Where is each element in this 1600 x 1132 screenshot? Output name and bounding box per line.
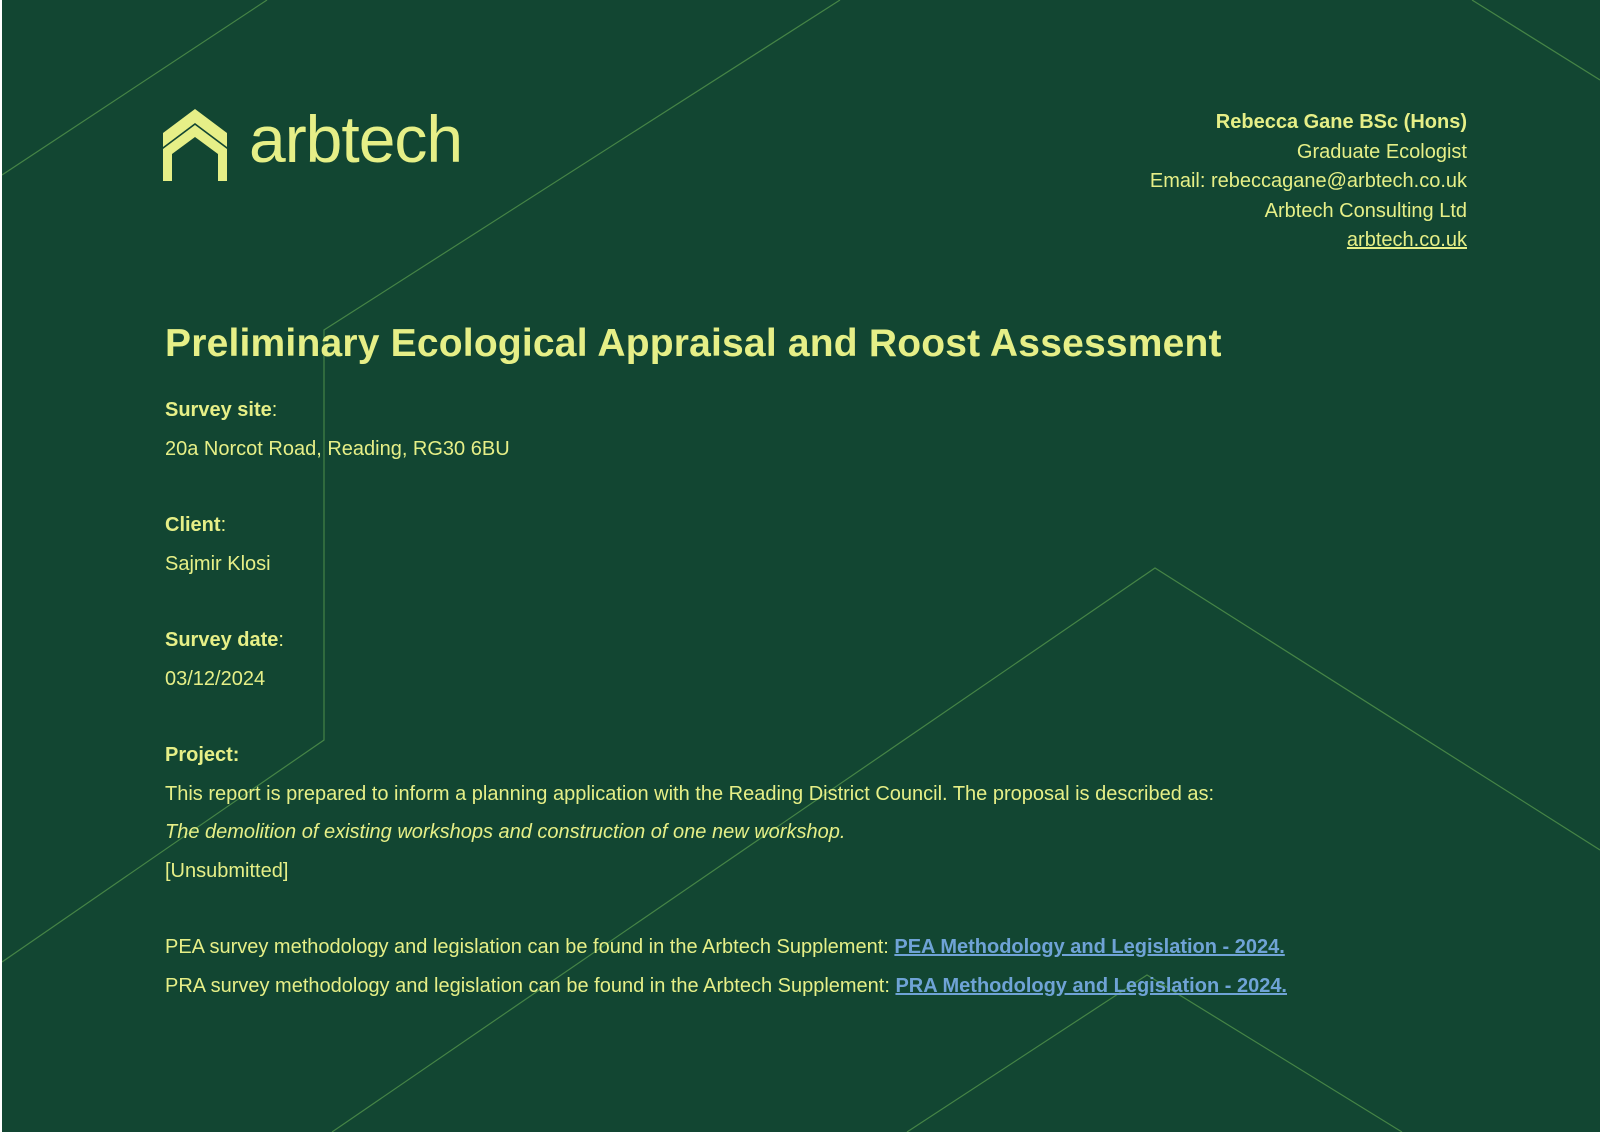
survey-date-value: 03/12/2024 <box>165 667 266 690</box>
report-cover-page <box>2 0 1600 1132</box>
project-status: [Unsubmitted] <box>165 859 289 882</box>
author-company: Arbtech Consulting Ltd <box>1264 199 1467 222</box>
survey-site-label: Survey site <box>165 399 272 421</box>
author-name: Rebecca Gane BSc (Hons) <box>1215 111 1467 133</box>
pea-methodology-text: PEA survey methodology and legislation can be found in the Arbtech Supplement: <box>165 936 895 958</box>
pea-methodology-link[interactable]: PEA Methodology and Legislation - 2024. <box>894 936 1285 958</box>
survey-site-section: Survey site: 20a Norcot Road, Reading, RG30 6BU <box>165 391 1465 468</box>
project-label: Project: <box>165 744 240 766</box>
author-role: Graduate Ecologist <box>1296 140 1467 163</box>
pra-methodology-line <box>165 967 1465 1006</box>
survey-date-section: Survey date: 03/12/2024 <box>165 621 1465 698</box>
project-proposal: The demolition of existing workshops and construction of one new workshop. <box>165 821 846 843</box>
author-email: Email: rebeccagane@arbtech.co.uk <box>1149 170 1467 192</box>
report-details <box>165 391 1465 1005</box>
deco-line-top-right <box>1472 0 1600 80</box>
client-value: Sajmir Klosi <box>165 552 271 575</box>
project-description: This report is prepared to inform a planning application with the Reading District Council. The proposal is described as: <box>165 782 1215 805</box>
pra-methodology-text: PRA survey methodology and legislation can be found in the Arbtech Supplement: <box>165 974 896 997</box>
author-contact-block <box>1150 108 1467 256</box>
survey-date-label: Survey date <box>165 629 279 651</box>
arbtech-wordmark: arbtech <box>249 102 463 176</box>
arbtech-logo <box>163 102 463 181</box>
arbtech-chevron-logo-icon <box>163 105 227 181</box>
project-section <box>165 736 1465 890</box>
company-website-link[interactable]: arbtech.co.uk <box>1346 229 1467 251</box>
client-section: Client: Sajmir Klosi <box>165 506 1465 583</box>
pra-methodology-link[interactable]: PRA Methodology and Legislation - 2024. <box>895 974 1287 997</box>
client-label: Client <box>165 514 221 536</box>
pea-methodology-line <box>165 928 1465 967</box>
survey-site-value: 20a Norcot Road, Reading, RG30 6BU <box>165 437 510 460</box>
report-title: Preliminary Ecological Appraisal and Roost Assessment <box>165 322 1222 365</box>
methodology-section <box>165 928 1465 1005</box>
